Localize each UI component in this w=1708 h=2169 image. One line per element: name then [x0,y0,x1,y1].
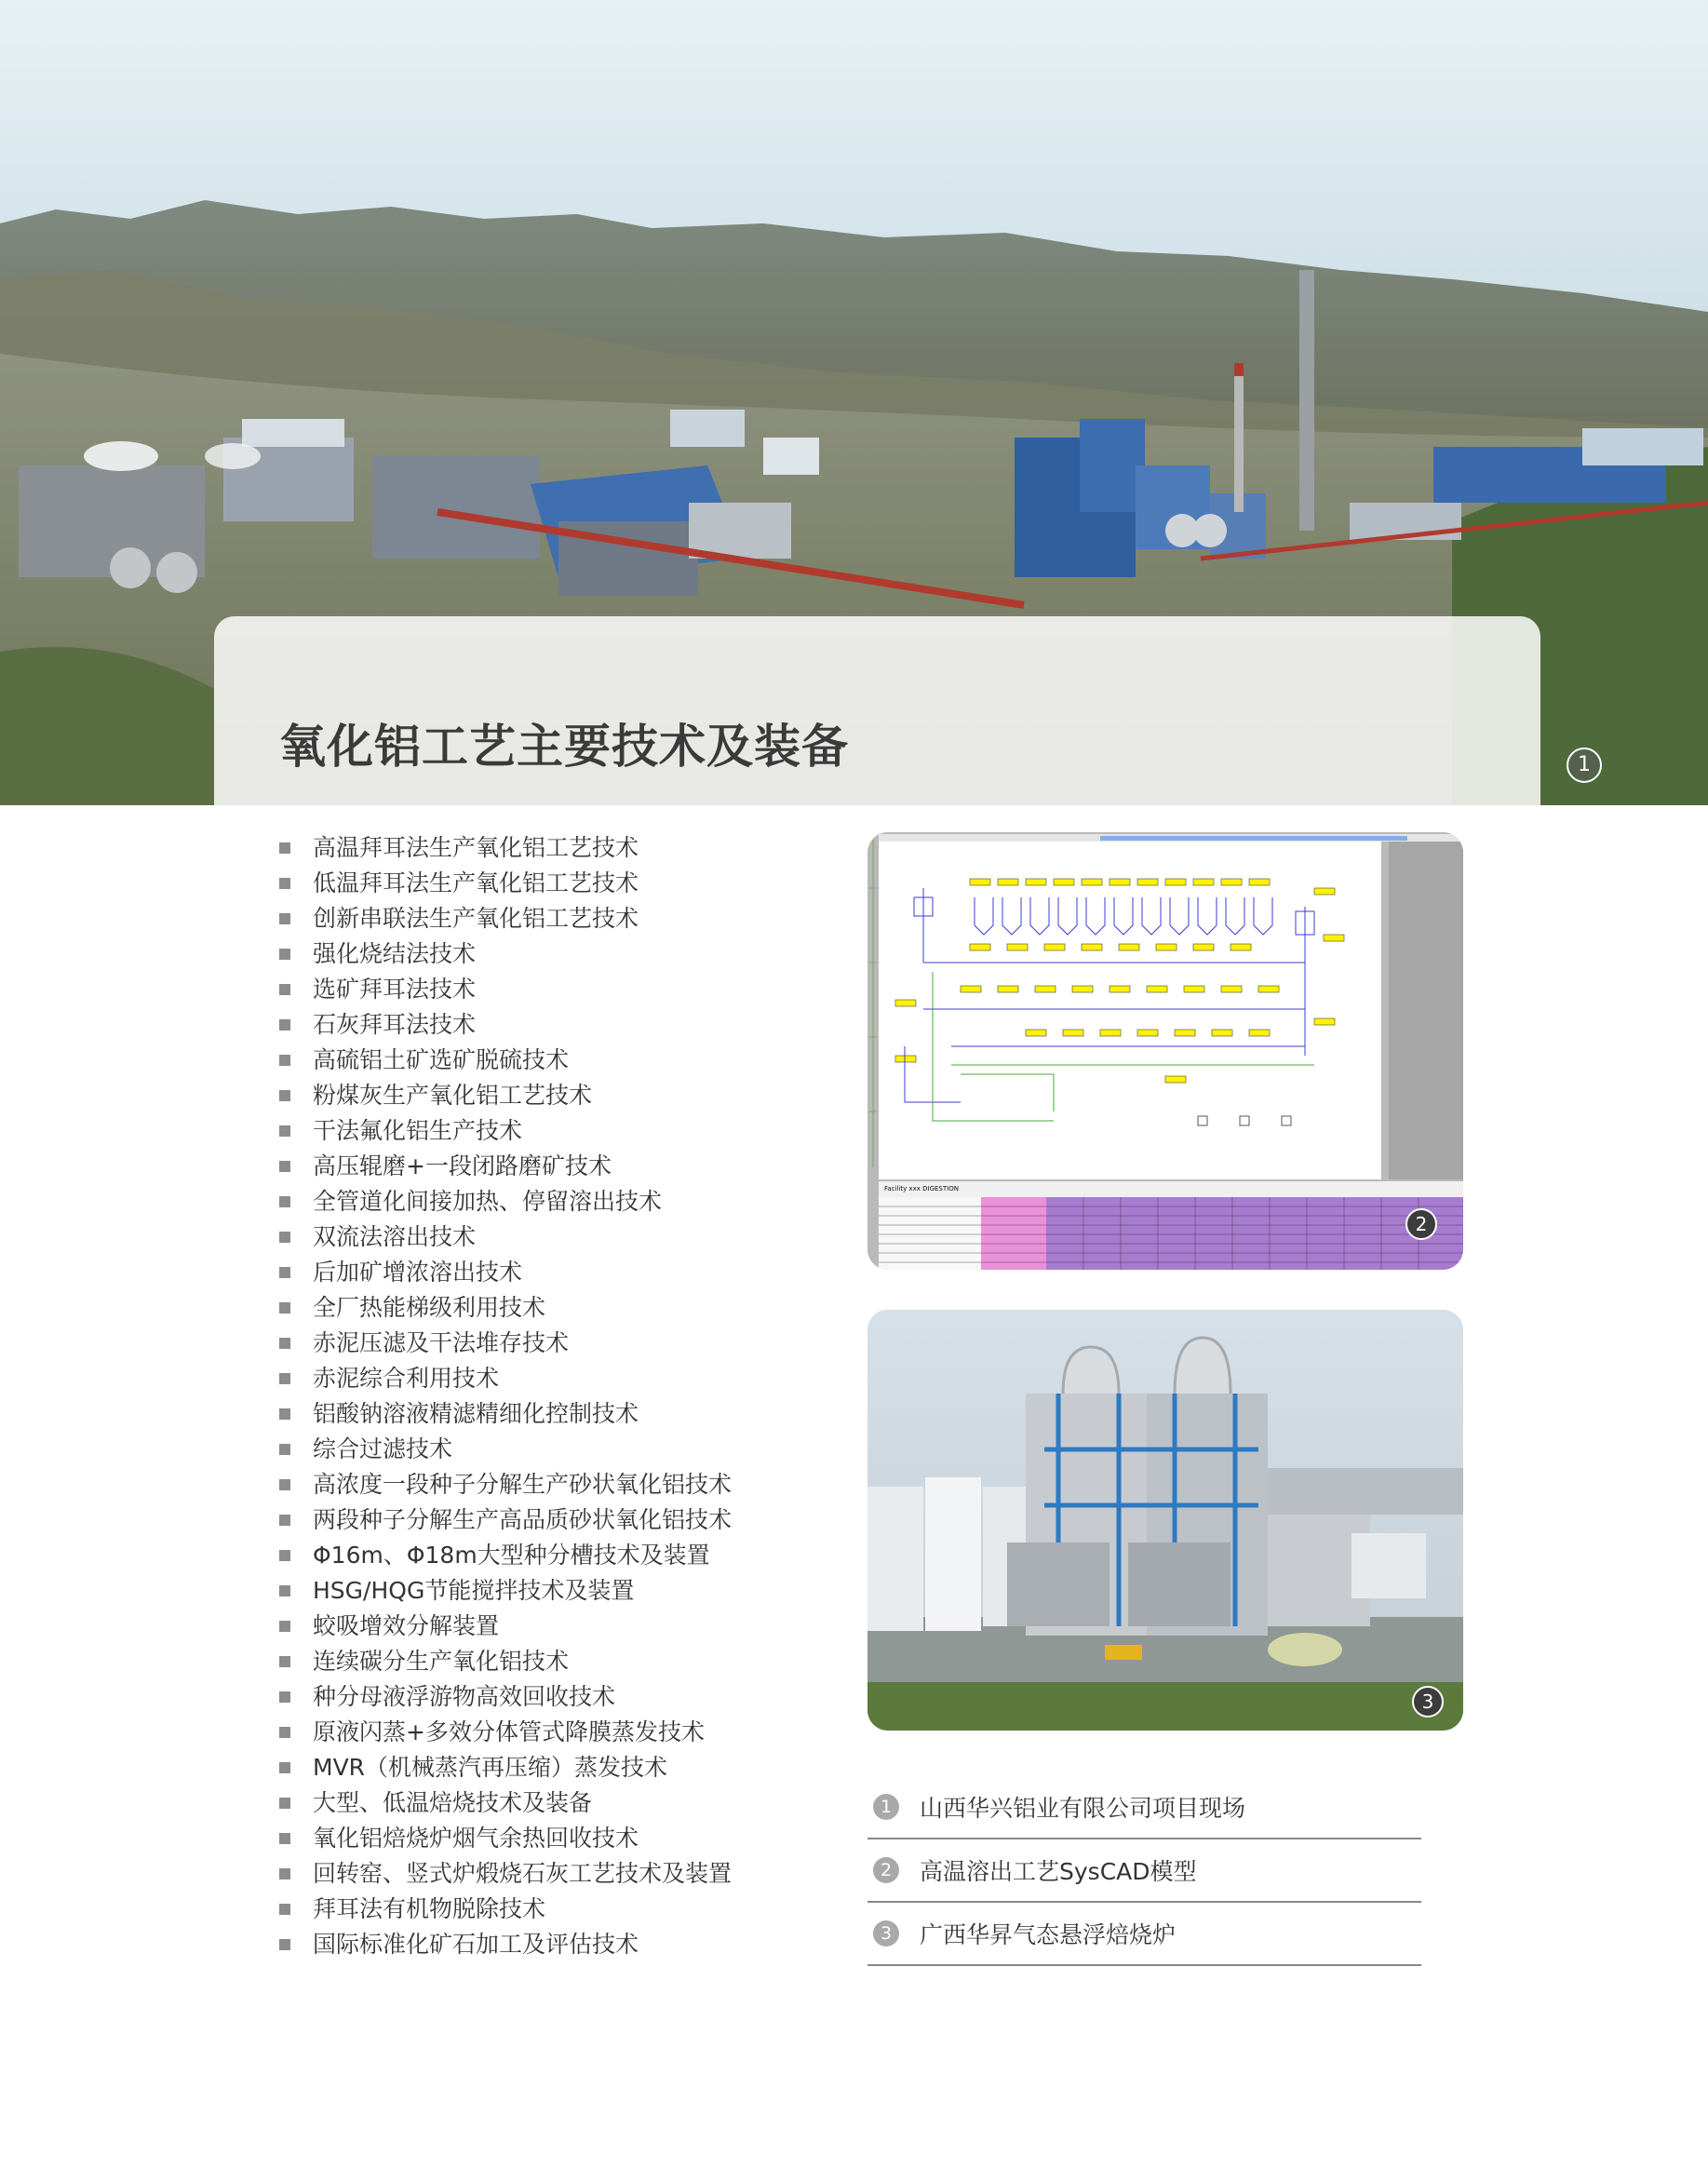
tech-list-item-text: 连续碳分生产氧化铝技术 [313,1648,570,1675]
square-bullet-icon [279,1621,290,1632]
tech-list-item-text: 铝酸钠溶液精滤精细化控制技术 [313,1400,639,1427]
tech-list [279,830,732,1962]
tech-list-item-text: 高温拜耳法生产氧化铝工艺技术 [313,834,639,861]
caption-text: 高温溶出工艺SysCAD模型 [920,1858,1197,1885]
tech-list-item-text: 创新串联法生产氧化铝工艺技术 [313,905,639,932]
square-bullet-icon [279,878,290,889]
caption-number-badge: 3 [873,1920,899,1947]
tech-list-item-text: 回转窑、竖式炉煅烧石灰工艺技术及装置 [313,1860,733,1887]
title-panel [214,616,1540,805]
square-bullet-icon [279,1904,290,1915]
syscad-flowsheet [867,832,1463,1270]
square-bullet-icon [279,1338,290,1349]
calciner-image-number-badge: 3 [1412,1686,1444,1718]
tech-list-item-text: 原液闪蒸+多效分体管式降膜蒸发技术 [313,1718,705,1745]
square-bullet-icon [279,1868,290,1879]
caption-row [867,1776,1421,1839]
tech-list-item-text: 选矿拜耳法技术 [313,976,477,1003]
tech-list-item [279,972,732,1007]
tech-list-item-text: 石灰拜耳法技术 [313,1011,477,1038]
tech-list-item [279,1892,732,1927]
square-bullet-icon [279,1373,290,1384]
tech-list-item-text: 高硫铝土矿选矿脱硫技术 [313,1046,570,1073]
square-bullet-icon [279,1196,290,1207]
tech-list-item-text: 综合过滤技术 [313,1435,453,1462]
tech-list-item [279,1750,732,1785]
calciner-plant-image [867,1310,1463,1731]
tech-list-item [279,1149,732,1184]
tech-list-item-text: 蛟吸增效分解装置 [313,1612,500,1639]
square-bullet-icon [279,1408,290,1420]
square-bullet-icon [279,1125,290,1137]
tech-list-item [279,1007,732,1043]
tech-list-item-text: 全管道化间接加热、停留溶出技术 [313,1188,663,1215]
tech-list-item-text: 后加矿增浓溶出技术 [313,1259,523,1286]
tech-list-item [279,1184,732,1219]
square-bullet-icon [279,984,290,995]
tech-list-item [279,1326,732,1361]
tech-list-item [279,1644,732,1679]
square-bullet-icon [279,1515,290,1526]
tech-list-item [279,1538,732,1573]
square-bullet-icon [279,1762,290,1773]
image-captions [867,1776,1421,1966]
syscad-image-number-badge: 2 [1405,1208,1437,1240]
caption-number-badge: 1 [873,1794,899,1820]
calciner-plant-illustration [867,1310,1463,1731]
tech-list-item [279,1255,732,1290]
tech-list-item [279,1821,732,1856]
tech-list-item-text: 强化烧结法技术 [313,940,477,967]
tech-list-item-text: 拜耳法有机物脱除技术 [313,1895,546,1922]
square-bullet-icon [279,949,290,960]
square-bullet-icon [279,1479,290,1490]
diagram-facility-heading: Facility xxx DIGESTION [884,1185,959,1192]
square-bullet-icon [279,1550,290,1561]
square-bullet-icon [279,1161,290,1172]
tech-list-item-text: 高压辊磨+一段闭路磨矿技术 [313,1152,612,1179]
caption-text: 山西华兴铝业有限公司项目现场 [920,1795,1246,1822]
caption-text: 广西华昇气态悬浮焙烧炉 [920,1921,1177,1948]
tech-list-item [279,1113,732,1149]
tech-list-item-text: 氧化铝焙烧炉烟气余热回收技术 [313,1825,639,1852]
tech-list-item [279,1078,732,1113]
square-bullet-icon [279,1656,290,1667]
square-bullet-icon [279,1833,290,1844]
tech-list-item-text: 低温拜耳法生产氧化铝工艺技术 [313,869,639,896]
hero-photo [0,0,1708,805]
square-bullet-icon [279,1090,290,1101]
tech-list-item-text: 两段种子分解生产高品质砂状氧化铝技术 [313,1506,733,1533]
hero-photo-number-badge: 1 [1567,748,1602,783]
tech-list-item [279,901,732,936]
square-bullet-icon [279,1232,290,1243]
tech-list-item [279,1043,732,1078]
tech-list-item-text: Φ16m、Φ18m大型种分槽技术及装置 [313,1542,710,1569]
square-bullet-icon [279,1267,290,1278]
tech-list-item-text: 全厂热能梯级利用技术 [313,1294,546,1321]
square-bullet-icon [279,1939,290,1950]
tech-list-item-text: 种分母液浮游物高效回收技术 [313,1683,616,1710]
tech-list-item [279,936,732,972]
tech-list-item-text: 粉煤灰生产氧化铝工艺技术 [313,1082,593,1109]
square-bullet-icon [279,1585,290,1596]
tech-list-item [279,1502,732,1538]
tech-list-item [279,1927,732,1962]
square-bullet-icon [279,1727,290,1738]
tech-list-item [279,1573,732,1609]
tech-list-item-text: HSG/HQG节能搅拌技术及装置 [313,1577,635,1604]
square-bullet-icon [279,1444,290,1455]
tech-list-item [279,1467,732,1502]
tech-list-item-text: 双流法溶出技术 [313,1223,477,1250]
tech-list-item [279,1609,732,1644]
tech-list-item-text: 国际标准化矿石加工及评估技术 [313,1931,639,1958]
tech-list-item [279,1715,732,1750]
tech-list-item [279,1679,732,1715]
caption-row [867,1903,1421,1966]
square-bullet-icon [279,913,290,924]
syscad-model-image [867,832,1463,1270]
square-bullet-icon [279,1055,290,1066]
square-bullet-icon [279,1691,290,1703]
square-bullet-icon [279,842,290,854]
tech-list-item [279,1361,732,1396]
tech-list-item [279,1396,732,1432]
tech-list-item-text: MVR（机械蒸汽再压缩）蒸发技术 [313,1754,668,1781]
tech-list-item-text: 干法氟化铝生产技术 [313,1117,523,1144]
tech-list-item-text: 高浓度一段种子分解生产砂状氧化铝技术 [313,1471,733,1498]
caption-number-badge: 2 [873,1857,899,1883]
tech-list-item-text: 大型、低温焙烧技术及装备 [313,1789,593,1816]
square-bullet-icon [279,1798,290,1809]
tech-list-item [279,1856,732,1892]
tech-list-item [279,830,732,866]
page-title: 氧化铝工艺主要技术及装备 [279,719,849,774]
tech-list-item-text: 赤泥综合利用技术 [313,1365,500,1392]
tech-list-item [279,1785,732,1821]
tech-list-item [279,1219,732,1255]
caption-row [867,1839,1421,1903]
tech-list-item [279,866,732,901]
square-bullet-icon [279,1019,290,1031]
tech-list-item [279,1432,732,1467]
tech-list-item [279,1290,732,1326]
tech-list-item-text: 赤泥压滤及干法堆存技术 [313,1329,570,1356]
square-bullet-icon [279,1302,290,1314]
